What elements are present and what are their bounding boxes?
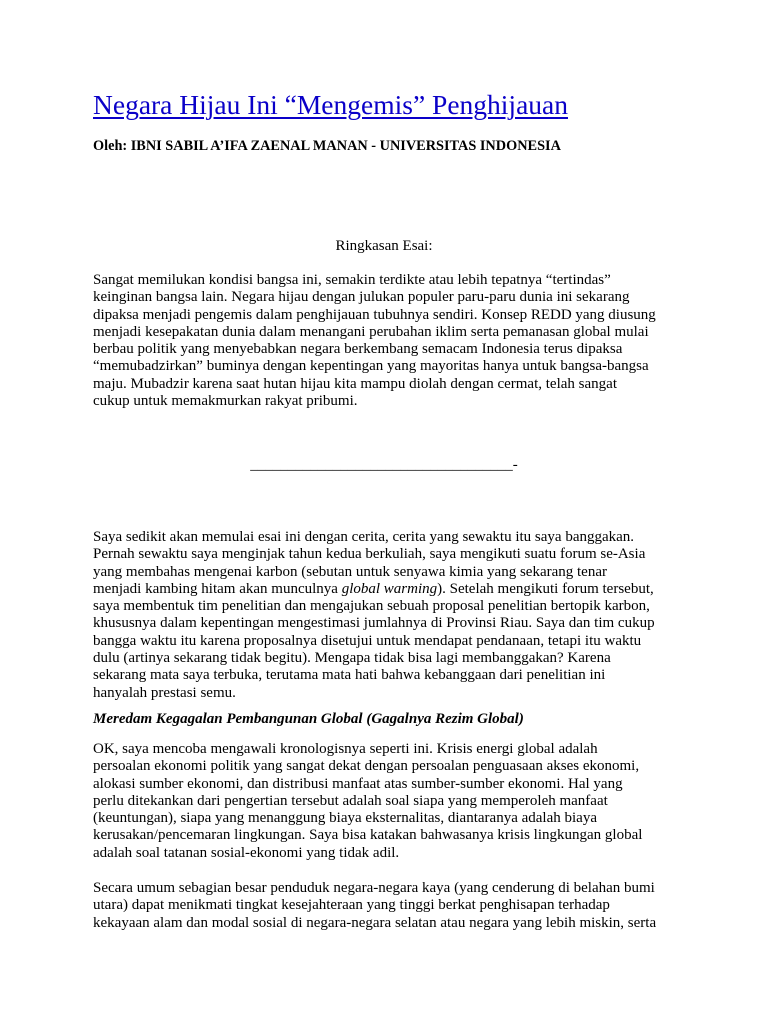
document-title[interactable]: Negara Hijau Ini “Mengemis” Penghijauan [93, 89, 568, 120]
paragraph-line: OK, saya mencoba mengawali kronologisnya seperti ini. Krisis energi global adalah [93, 741, 598, 757]
paragraph-line: saya membentuk tim penelitian dan mengajukan sebuah proposal penelitian bertopik karbon, [93, 598, 650, 615]
summary-label: Ringkasan Esai: [335, 238, 433, 254]
summary-line: dipaksa menjadi pengemis dalam penghijauan tubuhnya sendiri. Konsep REDD yang diusung [93, 306, 656, 323]
body-paragraph [93, 880, 693, 932]
section-heading: Meredam Kegagalan Pembangunan Global (Gagalnya Rezim Global) [93, 711, 524, 727]
paragraph-line: alokasi sumber ekonomi, dan distribusi manfaat atas sumber-sumber ekonomi. Hal yang [93, 775, 623, 792]
section-divider: ___________________________________- [250, 457, 518, 473]
summary-line: Sangat memilukan kondisi bangsa ini, semakin terdikte atau lebih tepatnya “tertindas” [93, 272, 611, 288]
summary-line: “memubadzirkan” buminya dengan kepentingan yang mayoritas hanya untuk bangsa-bangsa [93, 358, 649, 375]
summary-paragraph [93, 272, 693, 410]
summary-line: cukup untuk memakmurkan rakyat pribumi. [93, 393, 358, 410]
paragraph-line [93, 581, 693, 598]
paragraph-line: bangga waktu itu karena proposalnya disetujui untuk mendapat pendanaan, tetapi itu waktu [93, 632, 642, 649]
summary-line: maju. Mubadzir karena saat hutan hijau kita mampu diolah dengan cermat, telah sangat [93, 375, 617, 392]
italic-term: global warming [341, 580, 438, 597]
summary-line: berbau politik yang menyebabkan negara berkembang semacam Indonesia terus dipaksa [93, 341, 623, 358]
paragraph-line: utara) dapat menikmati tingkat kesejahteraan yang tinggi berkat penghisapan terhadap [93, 897, 610, 914]
intro-paragraph [93, 529, 693, 702]
paragraph-line: khususnya dalam kepentingan mengestimasi jumlahnya di Provinsi Riau. Saya dan tim cukup [93, 615, 655, 632]
line-text: menjadi kambing hitam akan munculnya [93, 580, 342, 597]
paragraph-line: (keuntungan), siapa yang menanggung biaya eksternalitas, diantaranya adalah biaya [93, 810, 597, 827]
paragraph-line: dulu (artinya sekarang tidak begitu). Mengapa tidak bisa lagi membanggakan? Karena [93, 650, 611, 667]
paragraph-line: sekarang mata saya terbuka, terutama mata hati bahwa kebanggaan dari penelitian ini [93, 667, 606, 684]
paragraph-line: hanyalah prestasi semu. [93, 684, 236, 701]
line-text: ). Setelah mengikuti forum tersebut, [437, 580, 654, 597]
paragraph-line: Saya sedikit akan memulai esai ini dengan cerita, cerita yang sewaktu itu saya banggakan. [93, 529, 635, 545]
body-paragraph [93, 741, 693, 862]
paragraph-line: yang membahas mengenai karbon (sebutan untuk senyawa kimia yang sekarang tenar [93, 563, 607, 580]
paragraph-line: Secara umum sebagian besar penduduk negara-negara kaya (yang cenderung di belahan bumi [93, 880, 655, 896]
paragraph-line: persoalan ekonomi politik yang sangat dekat dengan persoalan penguasaan akses ekonomi, [93, 758, 640, 775]
paragraph-line: perlu ditekankan dari pengertian tersebut adalah soal siapa yang memperoleh manfaat [93, 792, 608, 809]
paragraph-line: Pernah sewaktu saya menginjak tahun kedua berkuliah, saya mengikuti suatu forum se-Asia [93, 546, 646, 563]
summary-line: keinginan bangsa lain. Negara hijau dengan julukan populer paru-paru dunia ini sekarang [93, 289, 630, 306]
paragraph-line: kekayaan alam dan modal sosial di negara-negara selatan atau negara yang lebih miskin, serta [93, 914, 657, 931]
author-byline: Oleh: IBNI SABIL A’IFA ZAENAL MANAN - UNIVERSITAS INDONESIA [93, 138, 561, 154]
paragraph-line: kerusakan/pencemaran lingkungan. Saya bisa katakan bahwasanya krisis lingkungan global [93, 827, 643, 844]
paragraph-line: adalah soal tatanan sosial-ekonomi yang tidak adil. [93, 844, 400, 861]
summary-line: menjadi kesepakatan dunia dalam menangani perubahan iklim serta pemanasan global mulai [93, 323, 649, 340]
